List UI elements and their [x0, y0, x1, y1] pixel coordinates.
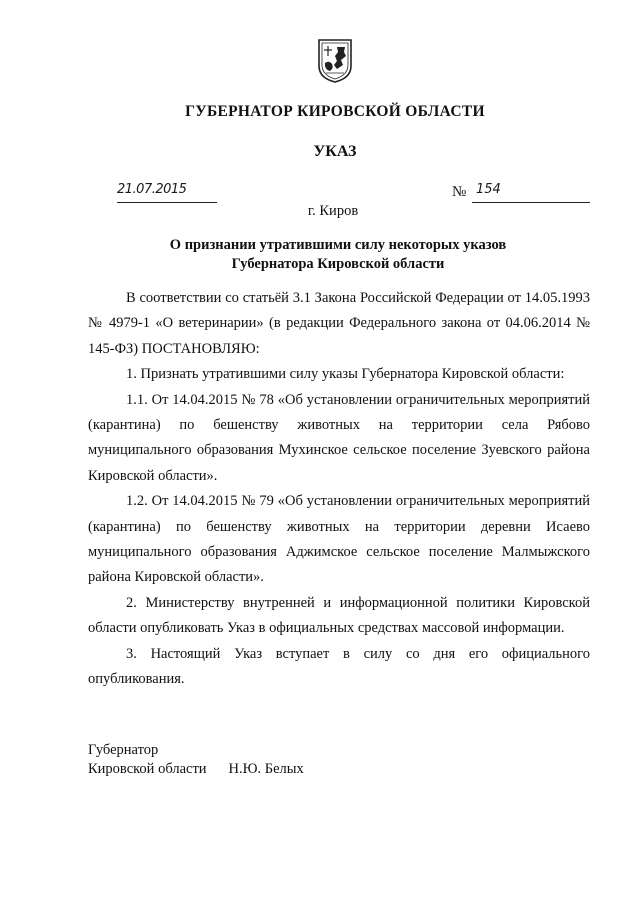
- number-sign: №: [452, 184, 467, 200]
- handwritten-date: 21.07.2015: [117, 182, 187, 197]
- item-1-paragraph: 1. Признать утратившими силу указы Губернатора Кировской области:: [126, 366, 565, 383]
- item-1-2-paragraph: 1.2. От 14.04.2015 № 79 «Об установлении ограничительных мероприятий (карантина) по бешенству животных на территории деревни Исаево муниципального образования Аджимское сельское поселение Малмыжского района Кировской области».: [88, 493, 590, 586]
- item-2-paragraph: 2. Министерству внутренней и информационной политики Кировской области опубликовать Указ в официальных средствах массовой информации.: [88, 594, 590, 637]
- item-1-1-paragraph: 1.1. От 14.04.2015 № 78 «Об установлении ограничительных мероприятий (карантина) по бешенству животных на территории села Рябово муниципального образования Мухинское сельское поселение Зуевского района Кировской области».: [88, 391, 590, 484]
- document-type: УКАЗ: [313, 143, 357, 160]
- signatory-line-2: [88, 760, 304, 779]
- signatory-position-line-2: Кировской области: [88, 761, 207, 777]
- date-field: [117, 184, 217, 203]
- signatory-name: Н.Ю. Белых: [228, 761, 304, 777]
- kirov-coat-of-arms-icon: [317, 38, 353, 84]
- decree-body: [88, 286, 590, 693]
- handwritten-number: 154: [476, 182, 501, 197]
- city: г. Киров: [307, 203, 359, 219]
- preamble-paragraph: В соответствии со статьёй 3.1 Закона Российской Федерации от 14.05.1993 № 4979-1 «О ветеринарии» (в редакции Федерального закона от 04.06.2014 № 145-ФЗ) ПОСТАНОВЛЯЮ:: [88, 290, 590, 357]
- item-3-paragraph: 3. Настоящий Указ вступает в силу со дня его официального опубликования.: [88, 645, 590, 688]
- title-line-1: О признании утратившими силу некоторых указов: [169, 237, 507, 253]
- signatory-position-line-1: Губернатор: [88, 742, 159, 758]
- number-field: [472, 184, 590, 203]
- title-line-2: Губернатора Кировской области: [231, 256, 445, 272]
- issuing-authority: ГУБЕРНАТОР КИРОВСКОЙ ОБЛАСТИ: [185, 103, 485, 120]
- decree-title: [0, 236, 640, 274]
- signature-block: [88, 741, 304, 779]
